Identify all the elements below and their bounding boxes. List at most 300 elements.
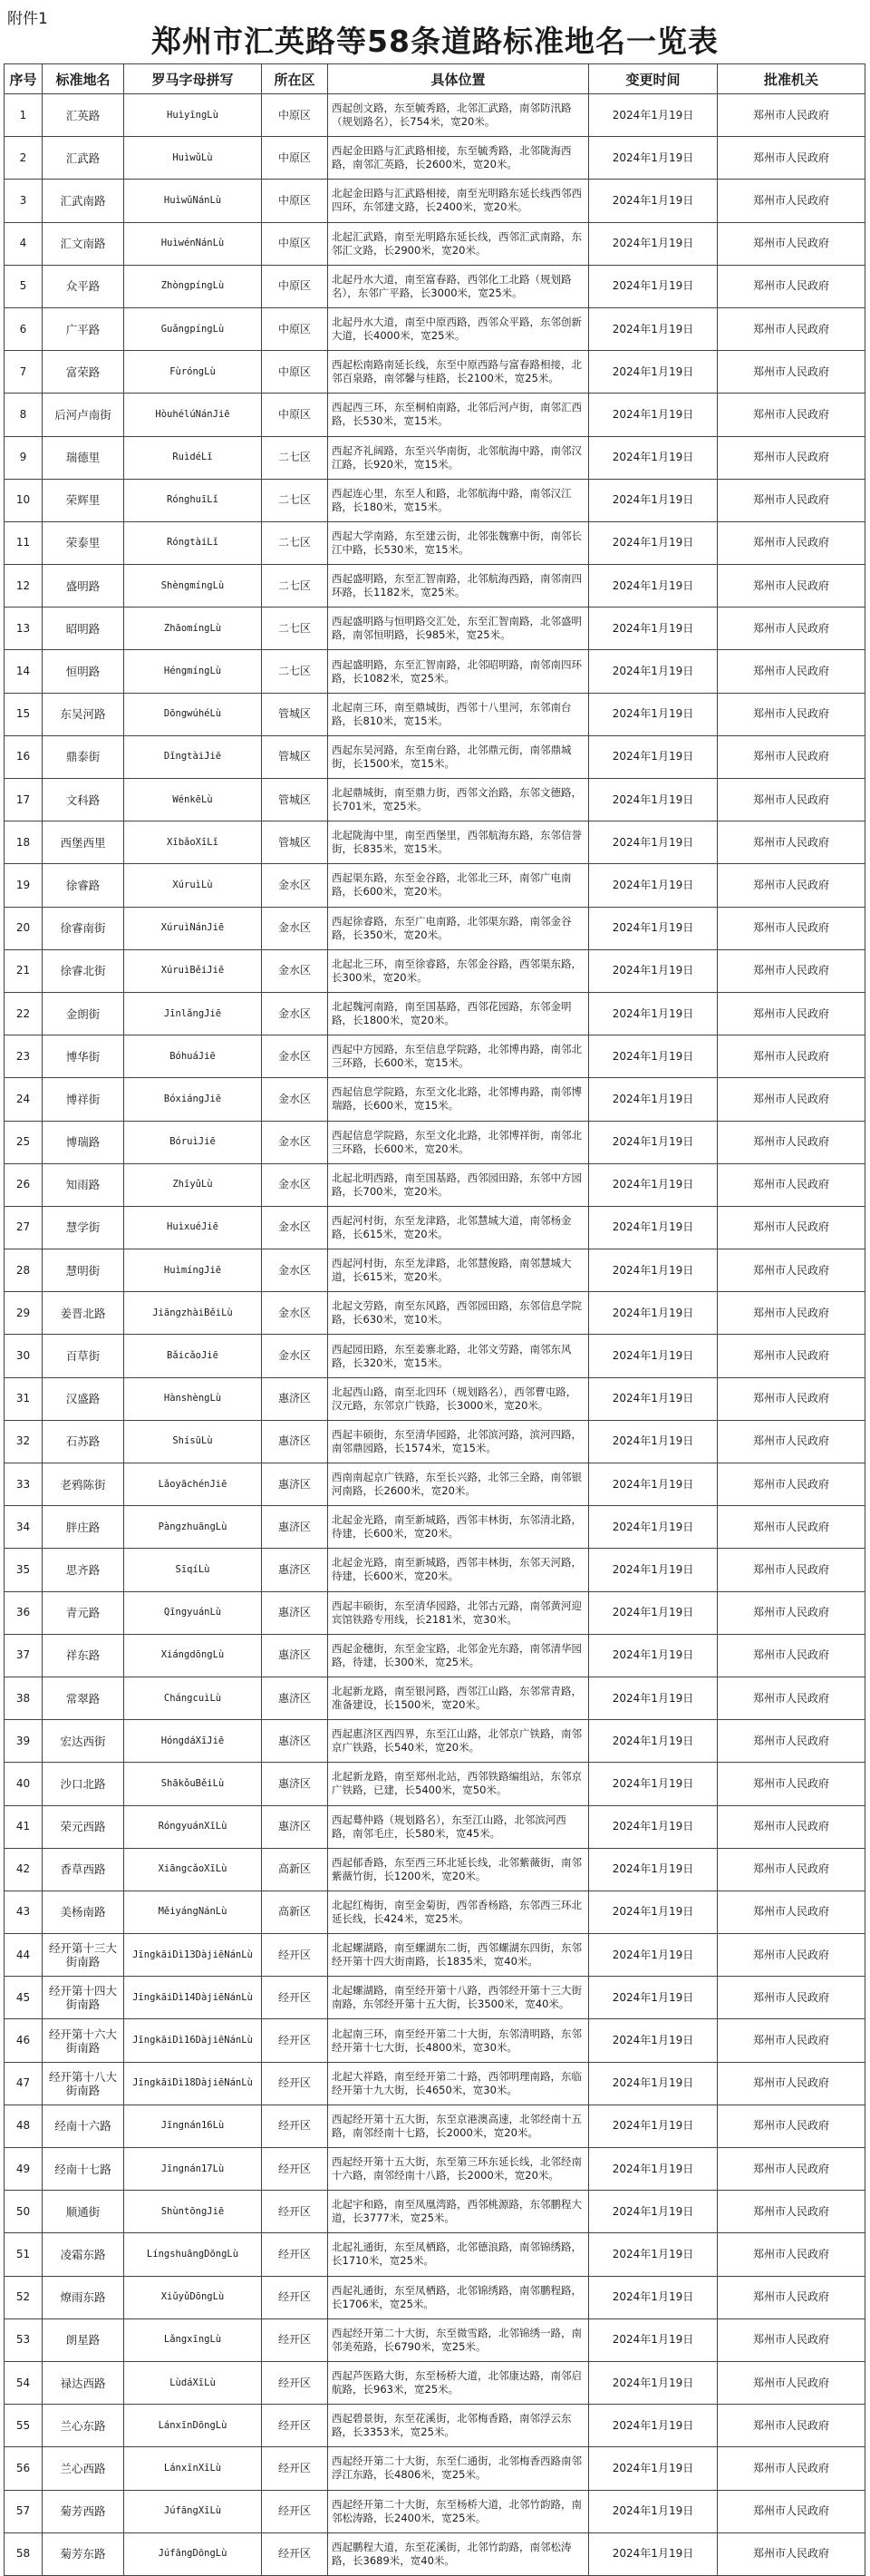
cell-date: 2024年1月19日 [589, 565, 718, 608]
cell-name: 荣泰里 [43, 521, 124, 564]
cell-name: 徐睿北街 [43, 949, 124, 992]
cell-district: 二七区 [262, 565, 328, 608]
cell-pinyin: QīngyuánLù [124, 1591, 262, 1634]
cell-location: 西起中方园路，东至信息学院路，北邻博冉路，南邻北三环路，长600米，宽15米。 [328, 1035, 589, 1078]
cell-location: 北起螺湖路，南至经开第十八路，西邻经开第十三大街南路，东邻经开第十五大街，长3500米，宽40米。 [328, 1977, 589, 2019]
cell-district: 经开区 [262, 1934, 328, 1977]
cell-pinyin: LánxīnDōngLù [124, 2405, 262, 2447]
cell-date: 2024年1月19日 [589, 1249, 718, 1292]
cell-authority: 郑州市人民政府 [718, 650, 865, 693]
cell-authority: 郑州市人民政府 [718, 1720, 865, 1763]
table-row [5, 992, 865, 1035]
cell-no: 11 [5, 521, 43, 564]
cell-pinyin: HóngdáXīJiē [124, 1720, 262, 1763]
cell-pinyin: Jīngnán16Lù [124, 2105, 262, 2147]
cell-no: 18 [5, 821, 43, 864]
cell-authority: 郑州市人民政府 [718, 693, 865, 735]
cell-date: 2024年1月19日 [589, 735, 718, 778]
cell-date: 2024年1月19日 [589, 436, 718, 479]
cell-district: 惠济区 [262, 1591, 328, 1634]
cell-district: 惠济区 [262, 1377, 328, 1420]
cell-district: 金水区 [262, 907, 328, 949]
cell-date: 2024年1月19日 [589, 2276, 718, 2318]
cell-name: 汉盛路 [43, 1377, 124, 1420]
cell-date: 2024年1月19日 [589, 2233, 718, 2276]
cell-pinyin: SīqíLù [124, 1549, 262, 1591]
cell-name: 石苏路 [43, 1420, 124, 1463]
cell-date: 2024年1月19日 [589, 1891, 718, 1933]
cell-no: 38 [5, 1677, 43, 1719]
cell-district: 中原区 [262, 351, 328, 394]
cell-authority: 郑州市人民政府 [718, 1292, 865, 1335]
cell-location: 西起经开第二十大街，东至仁通街，北邻梅香西路南邻浮江东路，长4806米，宽25米。 [328, 2447, 589, 2490]
cell-date: 2024年1月19日 [589, 2361, 718, 2404]
cell-name: 众平路 [43, 265, 124, 307]
cell-location: 北起新龙路，南至银河路，西邻江山路，东邻常青路，准备建设，长1500米，宽20米。 [328, 1677, 589, 1719]
cell-authority: 郑州市人民政府 [718, 1206, 865, 1249]
cell-district: 经开区 [262, 2019, 328, 2062]
cell-location: 西起经开第二十大街，东至杨桥大道，北邻竹韵路，南邻松涛路，长2400米，宽25米。 [328, 2490, 589, 2532]
cell-date: 2024年1月19日 [589, 650, 718, 693]
cell-name: 文科路 [43, 779, 124, 821]
cell-location: 西起徐睿路，东至广电南路，北邻渠东路，南邻金谷路，长350米，宽20米。 [328, 907, 589, 949]
cell-no: 13 [5, 608, 43, 650]
cell-name: 昭明路 [43, 608, 124, 650]
cell-pinyin: HuìmíngJiē [124, 1249, 262, 1292]
cell-location: 西起东吴河路，东至南台路，北邻鼎元街，南邻鼎城街，长1500米，宽15米。 [328, 735, 589, 778]
cell-name: 博瑞路 [43, 1121, 124, 1163]
cell-pinyin: HòuhélúNánJiē [124, 394, 262, 436]
table-row [5, 1206, 865, 1249]
cell-authority: 郑州市人民政府 [718, 1677, 865, 1719]
cell-location: 北起文劳路，南至东风路，西邻园田路，东邻信息学院路，长630米，宽10米。 [328, 1292, 589, 1335]
cell-location: 西起盛明路与恒明路交汇处，东至汇智南路，北邻盛明路，南邻恒明路，长985米，宽25米。 [328, 608, 589, 650]
cell-date: 2024年1月19日 [589, 2318, 718, 2361]
table-body [5, 94, 865, 2576]
cell-location: 西起礼通街，东至凤栖路，北邻锦绣路，南邻鹏程路，长1706米，宽25米。 [328, 2276, 589, 2318]
table-row [5, 2191, 865, 2233]
cell-pinyin: ShākǒuBěiLù [124, 1763, 262, 1805]
cell-pinyin: JīngkāiDì13DàjiēNánLù [124, 1934, 262, 1977]
cell-date: 2024年1月19日 [589, 1506, 718, 1549]
cell-date: 2024年1月19日 [589, 1591, 718, 1634]
cell-pinyin: HuìxuéJiē [124, 1206, 262, 1249]
cell-name: 慧学街 [43, 1206, 124, 1249]
cell-date: 2024年1月19日 [589, 2019, 718, 2062]
cell-date: 2024年1月19日 [589, 394, 718, 436]
cell-location: 西起经开第十五大街，东至第三环东延长线，北邻经南十六路，南邻经南十八路，长2000米，宽20米。 [328, 2148, 589, 2191]
cell-pinyin: LíngshuāngDōngLù [124, 2233, 262, 2276]
cell-pinyin: ZhīyǔLù [124, 1163, 262, 1206]
cell-authority: 郑州市人民政府 [718, 1035, 865, 1078]
table-row [5, 2490, 865, 2532]
cell-location: 北起丹水大道，南至富春路，西邻化工北路（规划路名），东邻广平路，长3000米，宽25米。 [328, 265, 589, 307]
cell-authority: 郑州市人民政府 [718, 779, 865, 821]
cell-pinyin: BǎicǎoJiē [124, 1335, 262, 1377]
cell-authority: 郑州市人民政府 [718, 1763, 865, 1805]
cell-location: 西起丰硕街，东至清华园路，北邻古元路，南邻黄河迎宾馆铁路专用线，长2181米，宽30米。 [328, 1591, 589, 1634]
cell-pinyin: ShèngmíngLù [124, 565, 262, 608]
cell-date: 2024年1月19日 [589, 1549, 718, 1591]
cell-district: 经开区 [262, 2105, 328, 2147]
table-row [5, 265, 865, 307]
cell-district: 金水区 [262, 1035, 328, 1078]
cell-pinyin: HuìwénNánLù [124, 222, 262, 265]
cell-location: 北起螺湖路，南至螺湖东二街，西邻螺湖东四街，东邻经开第十四大街南路，长1835米，宽40米。 [328, 1934, 589, 1977]
cell-name: 后河卢南街 [43, 394, 124, 436]
cell-authority: 郑州市人民政府 [718, 565, 865, 608]
cell-pinyin: JīngkāiDì14DàjiēNánLù [124, 1977, 262, 2019]
cell-district: 中原区 [262, 394, 328, 436]
cell-district: 中原区 [262, 265, 328, 307]
cell-location: 北起陇海中里，南至西堡里，西邻航海东路，东邻信誉街，长835米，宽15米。 [328, 821, 589, 864]
cell-location: 西起惠济区西四界，东至江山路，北邻京广铁路，南邻京广铁路，长540米，宽20米。 [328, 1720, 589, 1763]
cell-authority: 郑州市人民政府 [718, 180, 865, 222]
cell-authority: 郑州市人民政府 [718, 1891, 865, 1933]
cell-no: 42 [5, 1848, 43, 1891]
table-row [5, 2276, 865, 2318]
cell-location: 北起宇和路，南至凤凰湾路，西邻桃源路，东邻鹏程大道，长3777米，宽25米。 [328, 2191, 589, 2233]
table-row [5, 1377, 865, 1420]
cell-pinyin: XībǎoXīLǐ [124, 821, 262, 864]
cell-district: 二七区 [262, 436, 328, 479]
table-row [5, 650, 865, 693]
table-row [5, 222, 865, 265]
cell-pinyin: ShùntōngJiē [124, 2191, 262, 2233]
cell-name: 鼎泰街 [43, 735, 124, 778]
table-row [5, 1891, 865, 1933]
cell-authority: 郑州市人民政府 [718, 1335, 865, 1377]
cell-no: 37 [5, 1634, 43, 1677]
cell-date: 2024年1月19日 [589, 521, 718, 564]
cell-authority: 郑州市人民政府 [718, 2490, 865, 2532]
cell-name: 慧明街 [43, 1249, 124, 1292]
cell-no: 47 [5, 2062, 43, 2105]
cell-name: 广平路 [43, 307, 124, 350]
cell-location: 西起丰硕街，东至清华园路，北邻滨河路，滨河四路，南邻鼎园路，长1574米，宽15米。 [328, 1420, 589, 1463]
cell-pinyin: XiāngcǎoXīLù [124, 1848, 262, 1891]
table-row [5, 479, 865, 521]
table-row [5, 521, 865, 564]
cell-no: 22 [5, 992, 43, 1035]
header-pinyin: 罗马字母拼写 [124, 64, 262, 94]
cell-pinyin: RuìdéLǐ [124, 436, 262, 479]
cell-name: 百草街 [43, 1335, 124, 1377]
cell-district: 金水区 [262, 992, 328, 1035]
cell-district: 管城区 [262, 779, 328, 821]
cell-authority: 郑州市人民政府 [718, 1249, 865, 1292]
table-row [5, 394, 865, 436]
cell-date: 2024年1月19日 [589, 1163, 718, 1206]
cell-authority: 郑州市人民政府 [718, 394, 865, 436]
cell-location: 西起齐礼阔路，东至兴华南街，北邻航海中路，南邻汉江路，长920米，宽15米。 [328, 436, 589, 479]
table-row [5, 2447, 865, 2490]
cell-district: 经开区 [262, 2148, 328, 2191]
cell-no: 3 [5, 180, 43, 222]
cell-name: 菊芳东路 [43, 2532, 124, 2575]
cell-no: 25 [5, 1121, 43, 1163]
cell-pinyin: ZhāomíngLù [124, 608, 262, 650]
cell-no: 45 [5, 1977, 43, 2019]
cell-pinyin: HuìwǔNánLù [124, 180, 262, 222]
cell-date: 2024年1月19日 [589, 1420, 718, 1463]
cell-name: 宏达西街 [43, 1720, 124, 1763]
cell-name: 恒明路 [43, 650, 124, 693]
table-row [5, 307, 865, 350]
cell-no: 26 [5, 1163, 43, 1206]
cell-name: 徐睿南街 [43, 907, 124, 949]
cell-district: 金水区 [262, 1335, 328, 1377]
table-row [5, 351, 865, 394]
table-row [5, 735, 865, 778]
cell-name: 兰心西路 [43, 2447, 124, 2490]
cell-district: 中原区 [262, 222, 328, 265]
cell-no: 34 [5, 1506, 43, 1549]
cell-no: 48 [5, 2105, 43, 2147]
cell-pinyin: HuìyīngLù [124, 94, 262, 137]
table-row [5, 2105, 865, 2147]
cell-location: 西起河村街，东至龙津路，北邻慧俊路，南邻慧城大道，长615米，宽20米。 [328, 1249, 589, 1292]
cell-district: 金水区 [262, 949, 328, 992]
cell-location: 西起郁香路，东至西三环北延长线，北邻紫薇街，南邻紫薇竹街，长1200米，宽20米。 [328, 1848, 589, 1891]
table-row [5, 180, 865, 222]
header-name: 标准地名 [43, 64, 124, 94]
cell-name: 经开第十三大街南路 [43, 1934, 124, 1977]
table-row [5, 2532, 865, 2575]
cell-date: 2024年1月19日 [589, 1292, 718, 1335]
cell-authority: 郑州市人民政府 [718, 2276, 865, 2318]
cell-location: 西起西三环，东至桐柏南路，北邻后河卢街，南邻汇西路，长530米，宽15米。 [328, 394, 589, 436]
cell-name: 西堡西里 [43, 821, 124, 864]
cell-pinyin: BóhuáJiē [124, 1035, 262, 1078]
cell-pinyin: DǐngtàiJiē [124, 735, 262, 778]
header-date: 变更时间 [589, 64, 718, 94]
cell-district: 中原区 [262, 94, 328, 137]
table-row [5, 821, 865, 864]
cell-no: 24 [5, 1078, 43, 1121]
attachment-label: 附件1 [7, 10, 48, 28]
cell-district: 惠济区 [262, 1677, 328, 1719]
cell-pinyin: BóxiángJiē [124, 1078, 262, 1121]
cell-date: 2024年1月19日 [589, 2105, 718, 2147]
cell-date: 2024年1月19日 [589, 1805, 718, 1848]
cell-name: 博华街 [43, 1035, 124, 1078]
cell-pinyin: LǎoyāchénJiē [124, 1463, 262, 1506]
cell-authority: 郑州市人民政府 [718, 1848, 865, 1891]
cell-name: 沙口北路 [43, 1763, 124, 1805]
cell-location: 西起连心里，东至人和路，北邻航海中路，南邻汉江路，长180米，宽15米。 [328, 479, 589, 521]
cell-pinyin: XiángdōngLù [124, 1634, 262, 1677]
cell-name: 金朗街 [43, 992, 124, 1035]
cell-date: 2024年1月19日 [589, 1848, 718, 1891]
cell-name: 禄达西路 [43, 2361, 124, 2404]
cell-pinyin: GuǎngpíngLù [124, 307, 262, 350]
cell-date: 2024年1月19日 [589, 2062, 718, 2105]
cell-pinyin: HànshèngLù [124, 1377, 262, 1420]
table-row [5, 1677, 865, 1719]
table-row [5, 1848, 865, 1891]
cell-district: 经开区 [262, 2191, 328, 2233]
cell-pinyin: XúruìNánJiē [124, 907, 262, 949]
cell-date: 2024年1月19日 [589, 180, 718, 222]
cell-name: 经开第十四大街南路 [43, 1977, 124, 2019]
cell-authority: 郑州市人民政府 [718, 1805, 865, 1848]
table-row [5, 1506, 865, 1549]
table-row [5, 1035, 865, 1078]
cell-location: 北起红梅街，南至金菊街，西邻香杨路，东邻西三环北延长线，长424米，宽25米。 [328, 1891, 589, 1933]
cell-name: 经开第十六大街南路 [43, 2019, 124, 2062]
cell-no: 8 [5, 394, 43, 436]
cell-location: 北起金光路，南至新城路，西邻丰林街，东邻清北路，待建，长600米，宽20米。 [328, 1506, 589, 1549]
cell-name: 汇文南路 [43, 222, 124, 265]
cell-no: 7 [5, 351, 43, 394]
cell-name: 盛明路 [43, 565, 124, 608]
cell-name: 汇武路 [43, 137, 124, 180]
cell-pinyin: RóngtàiLǐ [124, 521, 262, 564]
road-names-table [4, 63, 865, 2576]
cell-date: 2024年1月19日 [589, 864, 718, 907]
cell-no: 10 [5, 479, 43, 521]
cell-date: 2024年1月19日 [589, 992, 718, 1035]
cell-no: 36 [5, 1591, 43, 1634]
table-row [5, 436, 865, 479]
cell-pinyin: LùdáXīLù [124, 2361, 262, 2404]
cell-location: 西起经开第二十大街，东至微雪路，北邻锦绣一路，南邻美苑路，长6790米，宽25米。 [328, 2318, 589, 2361]
cell-no: 40 [5, 1763, 43, 1805]
cell-date: 2024年1月19日 [589, 1377, 718, 1420]
cell-authority: 郑州市人民政府 [718, 1549, 865, 1591]
cell-date: 2024年1月19日 [589, 1121, 718, 1163]
cell-authority: 郑州市人民政府 [718, 94, 865, 137]
cell-district: 金水区 [262, 1163, 328, 1206]
cell-date: 2024年1月19日 [589, 1977, 718, 2019]
table-row [5, 2148, 865, 2191]
cell-date: 2024年1月19日 [589, 1634, 718, 1677]
cell-no: 56 [5, 2447, 43, 2490]
cell-date: 2024年1月19日 [589, 94, 718, 137]
cell-location: 北起汇武路，南至光明路东延长线，西邻汇武南路，东邻汇文路，长2900米，宽20米。 [328, 222, 589, 265]
table-row [5, 608, 865, 650]
cell-pinyin: LǎngxīngLù [124, 2318, 262, 2361]
table-row [5, 2019, 865, 2062]
cell-date: 2024年1月19日 [589, 2405, 718, 2447]
cell-authority: 郑州市人民政府 [718, 436, 865, 479]
cell-name: 美杨南路 [43, 1891, 124, 1933]
cell-district: 金水区 [262, 1292, 328, 1335]
cell-location: 北起丹水大道，南至中原西路，西邻众平路，东邻创新大道，长4000米，宽25米。 [328, 307, 589, 350]
cell-authority: 郑州市人民政府 [718, 521, 865, 564]
cell-district: 管城区 [262, 821, 328, 864]
cell-name: 徐睿路 [43, 864, 124, 907]
cell-pinyin: XúruìBěiJiē [124, 949, 262, 992]
table-row [5, 907, 865, 949]
cell-location: 北起金田路与汇武路相接，南至光明路东延长线西邻西四环，东邻建文路，长2400米，宽20米。 [328, 180, 589, 222]
cell-location: 北起礼通街，东至凤栖路，北邻德浪路，南邻锦绣路，长1710米，宽25米。 [328, 2233, 589, 2276]
cell-district: 经开区 [262, 2490, 328, 2532]
cell-location: 西起信息学院路，东至文化北路，北邻博祥街，南邻北三环路，长600米，宽20米。 [328, 1121, 589, 1163]
cell-no: 31 [5, 1377, 43, 1420]
cell-pinyin: JīnlǎngJiē [124, 992, 262, 1035]
cell-location: 北起北三环，南至徐睿路，东邻金谷路，西邻渠东路，长300米，宽20米。 [328, 949, 589, 992]
cell-district: 高新区 [262, 1891, 328, 1933]
cell-name: 富荣路 [43, 351, 124, 394]
cell-authority: 郑州市人民政府 [718, 821, 865, 864]
cell-name: 荣元西路 [43, 1805, 124, 1848]
cell-no: 14 [5, 650, 43, 693]
cell-authority: 郑州市人民政府 [718, 907, 865, 949]
cell-no: 28 [5, 1249, 43, 1292]
cell-authority: 郑州市人民政府 [718, 222, 865, 265]
cell-pinyin: PàngzhuāngLù [124, 1506, 262, 1549]
cell-pinyin: ZhòngpíngLù [124, 265, 262, 307]
cell-district: 经开区 [262, 2276, 328, 2318]
cell-pinyin: RóngyuánXīLù [124, 1805, 262, 1848]
cell-name: 老鸦陈街 [43, 1463, 124, 1506]
cell-district: 高新区 [262, 1848, 328, 1891]
cell-district: 经开区 [262, 2361, 328, 2404]
cell-authority: 郑州市人民政府 [718, 2405, 865, 2447]
cell-authority: 郑州市人民政府 [718, 2191, 865, 2233]
cell-location: 北起大祥路，南至经开第二十路，西邻明理南路，东临经开第十九大街，长4650米，宽30米。 [328, 2062, 589, 2105]
cell-no: 23 [5, 1035, 43, 1078]
cell-name: 祥东路 [43, 1634, 124, 1677]
cell-date: 2024年1月19日 [589, 1335, 718, 1377]
cell-authority: 郑州市人民政府 [718, 265, 865, 307]
cell-date: 2024年1月19日 [589, 479, 718, 521]
cell-authority: 郑州市人民政府 [718, 1977, 865, 2019]
cell-date: 2024年1月19日 [589, 779, 718, 821]
cell-location: 北起西山路，南至北四环（规划路名），西邻曹屯路，汉元路，东邻京广铁路，长3000米，宽20米。 [328, 1377, 589, 1420]
cell-no: 30 [5, 1335, 43, 1377]
table-row [5, 1420, 865, 1463]
cell-no: 54 [5, 2361, 43, 2404]
table-row [5, 864, 865, 907]
cell-location: 西起碧景街，东至花溪街，北邻梅香路，南邻浮云东路，长3353米，宽25米。 [328, 2405, 589, 2447]
cell-no: 44 [5, 1934, 43, 1977]
cell-location: 北起金光路，南至新城路，西邻丰林街，东邻天河路，待建，长600米，宽20米。 [328, 1549, 589, 1591]
cell-pinyin: XúruìLù [124, 864, 262, 907]
cell-district: 经开区 [262, 2532, 328, 2575]
cell-no: 15 [5, 693, 43, 735]
header-no: 序号 [5, 64, 43, 94]
cell-location: 西起松南路南延长线，东至中原西路与富春路相接，北邻百泉路，南邻馨与桂路，长2100米，宽25米。 [328, 351, 589, 394]
header-authority: 批准机关 [718, 64, 865, 94]
cell-pinyin: JīngkāiDì16DàjiēNánLù [124, 2019, 262, 2062]
cell-pinyin: HuìwǔLù [124, 137, 262, 180]
cell-name: 瑞德里 [43, 436, 124, 479]
cell-district: 二七区 [262, 521, 328, 564]
cell-district: 惠济区 [262, 1720, 328, 1763]
cell-authority: 郑州市人民政府 [718, 1377, 865, 1420]
cell-district: 惠济区 [262, 1420, 328, 1463]
table-row [5, 1078, 865, 1121]
cell-authority: 郑州市人民政府 [718, 2318, 865, 2361]
cell-no: 1 [5, 94, 43, 137]
cell-authority: 郑州市人民政府 [718, 949, 865, 992]
cell-date: 2024年1月19日 [589, 2490, 718, 2532]
cell-authority: 郑州市人民政府 [718, 1463, 865, 1506]
table-row [5, 565, 865, 608]
cell-location: 西起经开第十五大街，东至京港澳高速，北邻经南十五路，南邻经南十七路，长2000米，宽20米。 [328, 2105, 589, 2147]
cell-no: 17 [5, 779, 43, 821]
cell-authority: 郑州市人民政府 [718, 1420, 865, 1463]
cell-authority: 郑州市人民政府 [718, 2148, 865, 2191]
cell-no: 2 [5, 137, 43, 180]
cell-date: 2024年1月19日 [589, 949, 718, 992]
cell-name: 思齐路 [43, 1549, 124, 1591]
cell-name: 顺通街 [43, 2191, 124, 2233]
cell-pinyin: DōngwúhéLù [124, 693, 262, 735]
